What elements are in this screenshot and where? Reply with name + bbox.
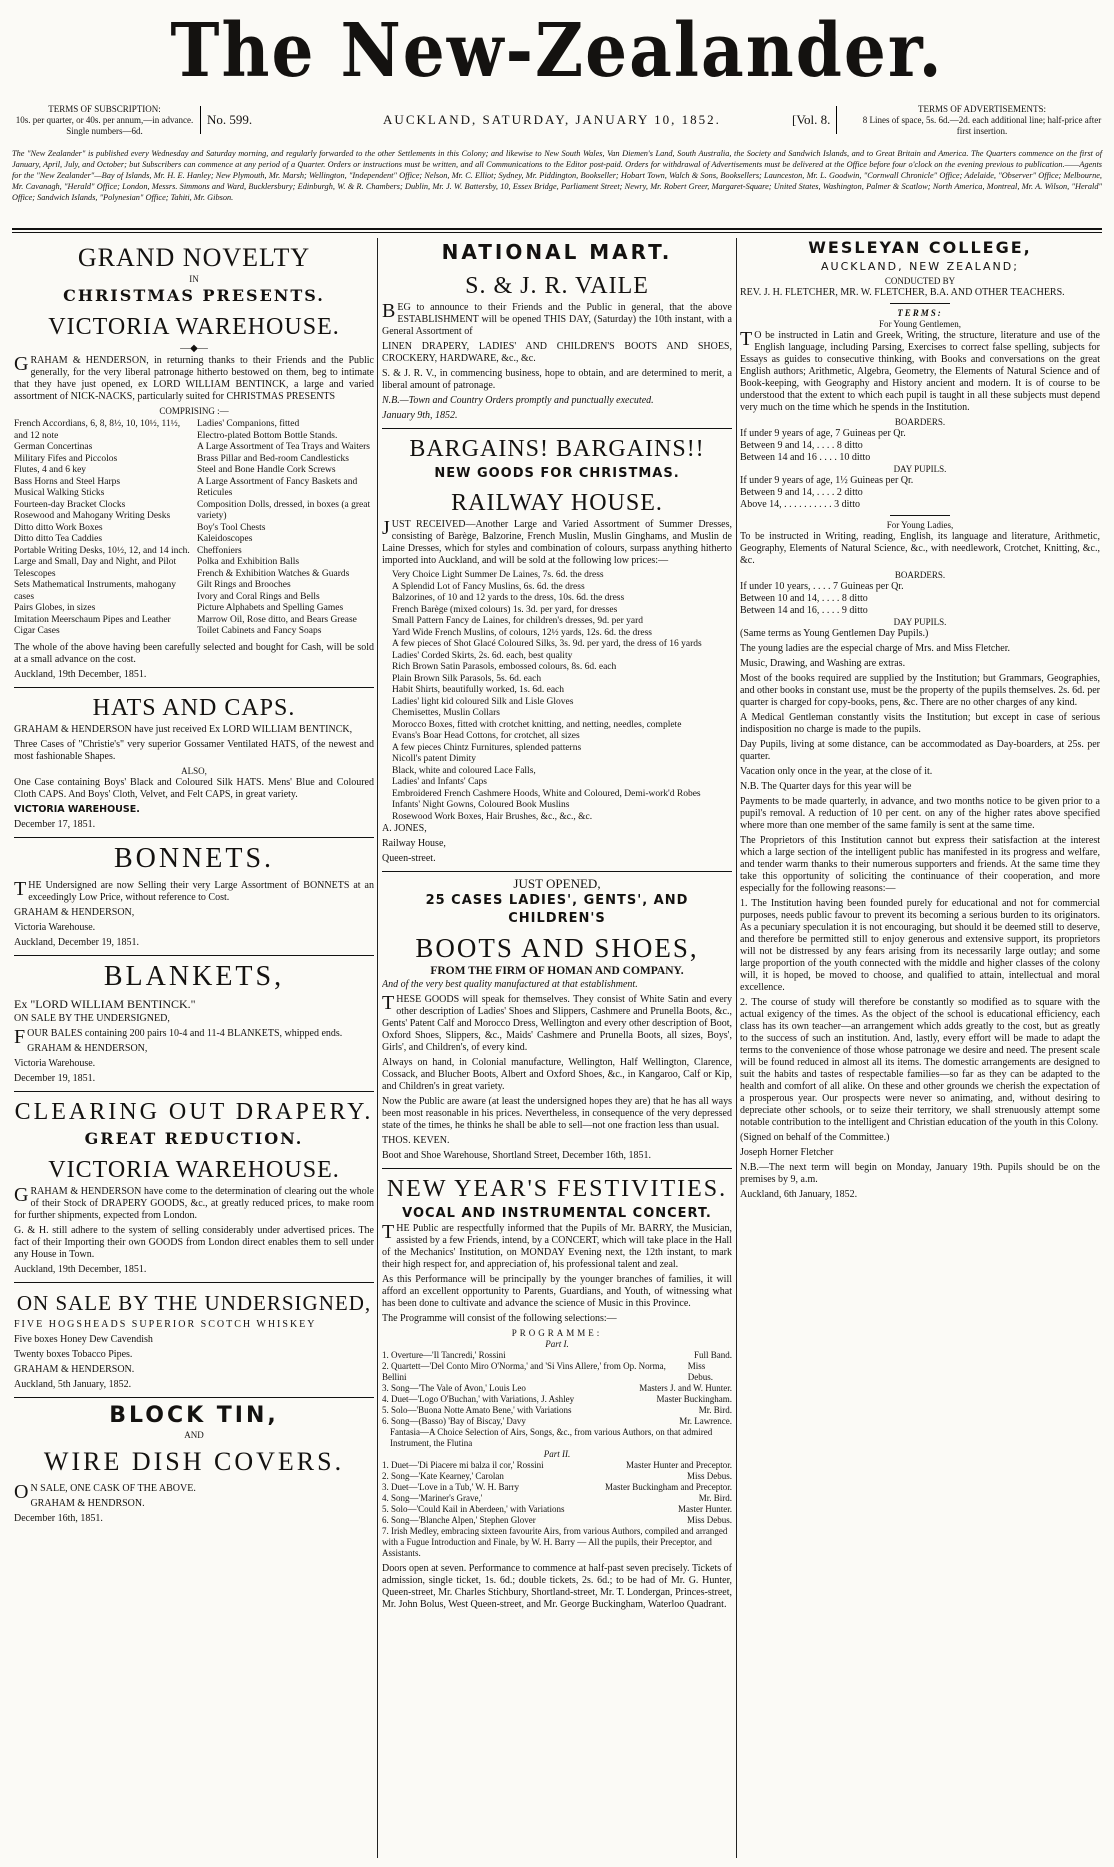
ad-heading: GRAND NOVELTY <box>77 243 311 272</box>
list-item: Portable Writing Desks, 10½, 12, and 14 inch. <box>14 545 190 556</box>
list-item: Morocco Boxes, fitted with crotchet knitting, and netting, needles, complete <box>392 719 682 730</box>
ad-body: G. & H. still adhere to the system of selling considerably under advertised prices. The fact of their Importing their own GOODS from London direct enables them to sell under any House in Town. <box>14 1224 374 1260</box>
ad-heading: BONNETS. <box>113 842 275 874</box>
list-item: Rosewood and Mahogany Writing Desks <box>14 511 171 521</box>
ad-separator <box>382 871 732 872</box>
ad-subheading: BOARDERS. <box>894 417 946 427</box>
list-item: Evans's Boar Head Cottons, for crotchet, all sizes <box>392 731 580 741</box>
programme-piece: 3. Duet—'Love in a Tub,' W. H. Barry <box>382 1482 519 1492</box>
ad-body: The young ladies are the especial charge of Mrs. and Miss Fletcher. <box>740 643 1011 654</box>
programme-performer: Miss Debus. <box>686 1515 732 1525</box>
ad-subheading: CONDUCTED BY <box>884 276 956 286</box>
ad-separator <box>382 428 732 429</box>
ad-heading: BARGAINS! BARGAINS!! <box>409 436 705 462</box>
fee-row: If under 10 years, . . . . 7 Guineas per Qr. <box>740 581 904 592</box>
ad-body: Always on hand, in Colonial manufacture, Wellington, Half Wellington, Clarence, Cossack, and Blucher Boots, Albert and Oxford Shoes, &c., in Kangaroo, Calf or Kip, and Children's in great variety. <box>382 1057 732 1092</box>
masthead <box>0 0 1114 100</box>
ad-heading: WESLEYAN COLLEGE, <box>808 238 1032 257</box>
ad-subheading: For Young Gentlemen, <box>878 319 961 329</box>
ad-body: The whole of the above having been carefully selected and bought for Cash, will be sold at a small advance on the cost. <box>14 641 374 665</box>
ad-heading-block: BLOCK TIN, <box>109 1402 279 1428</box>
ad-body: Now the Public are aware (at least the undersigned hopes they are) that he has all ways been most reasonable in his prices. Nevertheless, in consequence of the very depressed state of the times, he thinks he shall be able to sell—not one fraction less than usual. <box>382 1096 732 1131</box>
ad-body: ON SALE, ONE CASK OF THE ABOVE. <box>14 1480 196 1503</box>
newspaper-title: The New-Zealander. <box>170 6 944 94</box>
programme-row: 7. Irish Medley, embracing sixteen favourite Airs, from various Authors, compiled and arranged with a Fugue Introduction and Finale, by W. H. Barry — All the pupils, their Preceptor, and Assistants. <box>382 1526 728 1558</box>
ad-body: BEG to announce to their Friends and the Public in general, that the above ESTABLISHMENT will be opened THIS DAY, (Saturday) the 10th instant, with a General Assortment of <box>382 300 732 337</box>
ad-body: S. & J. R. V., in commencing business, hope to obtain, and are determined to merit, a liberal amount of patronage. <box>382 368 732 391</box>
ad-heading: CLEARING OUT DRAPERY. <box>14 1098 374 1125</box>
list-item: French Barège (mixed colours) 1s. 3d. per yard, for dresses <box>392 604 618 615</box>
list-item: Steel and Bone Handle Cork Screws <box>197 465 336 475</box>
list-item: Small Pattern Fancy de Laines, for children's dresses, 9d. per yard <box>392 616 644 626</box>
programme-row <box>382 1350 732 1361</box>
ad-heading-caps: VOCAL AND INSTRUMENTAL CONCERT. <box>402 1206 712 1221</box>
list-item: Kaleidoscopes <box>197 534 253 544</box>
subscription-terms-body: 10s. per quarter, or 40s. per annum,—in advance. Single numbers—6d. <box>15 115 194 136</box>
list-item: Composition Dolls, dressed, in boxes (a great variety) <box>197 499 371 521</box>
list-item: Nicoll's patent Dimity <box>392 754 477 764</box>
ad-heading: NEW YEAR'S FESTIVITIES. <box>386 1176 728 1202</box>
column-middle <box>382 238 732 1858</box>
ad-separator <box>14 837 374 838</box>
programme-piece: 7. Irish Medley, embracing sixteen favourite Airs, from various Authors, compiled and arranged with a Fugue Introduction and Finale, by W. H. Barry <box>382 1526 728 1547</box>
programme-performer: Mr. Bird. <box>698 1405 732 1415</box>
list-item: Embroidered French Cashmere Hoods, White and Coloured, Demi-work'd Robes <box>392 788 701 799</box>
list-item: Infants' Night Gowns, Coloured Book Muslins <box>392 800 570 810</box>
programme-row <box>382 1471 732 1482</box>
ad-signature: Railway House, <box>382 838 446 849</box>
ad-body: FIVE HOGSHEADS SUPERIOR SCOTCH WHISKEY <box>14 1318 317 1330</box>
list-item: German Concertinas <box>14 442 93 452</box>
list-item: Ladies' Corded Skirts, 2s. 6d. each, best quality <box>392 650 573 661</box>
ad-separator <box>14 1397 374 1398</box>
list-item: Boy's Tool Chests <box>197 522 266 533</box>
ad-signature: THOS. KEVEN. <box>382 1135 450 1146</box>
ad-signature: GRAHAM & HENDERSON, <box>27 1042 148 1054</box>
programme-list <box>382 1460 732 1559</box>
ad-heading: BLANKETS, <box>103 960 285 992</box>
fee-row: Between 9 and 14, . . . . 8 ditto <box>740 440 863 451</box>
ad-body: Day Pupils, living at some distance, can be accommodated as Day-boarders, at 25s. per quarter. <box>740 739 1100 762</box>
list-item: Imitation Meerschaum Pipes and Leather Cigar Cases <box>14 614 171 636</box>
programme-part: Part I. <box>545 1339 569 1349</box>
fee-row: Above 14, . . . . . . . . . . 3 ditto <box>740 499 860 510</box>
ad-subheading: ON SALE BY THE UNDERSIGNED, <box>14 1012 170 1024</box>
list-item: Cheffoniers <box>197 545 242 556</box>
list-item: Polka and Exhibition Balls <box>197 557 300 567</box>
programme-row <box>382 1405 732 1416</box>
ad-date: December 17, 1851. <box>14 818 96 830</box>
list-item: A few pieces of Shot Glacé Coloured Silks, 3s. 9d. per yard, the dress of 16 yards <box>392 639 702 649</box>
ad-date: Auckland, 6th January, 1852. <box>740 1189 858 1200</box>
programme-row <box>382 1416 732 1427</box>
list-item: A few pieces Chintz Furnitures, splended patterns <box>392 742 582 753</box>
ad-subheading: JUST OPENED, <box>513 876 601 891</box>
header-rule <box>12 228 1102 230</box>
programme-performer: Miss Debus. <box>687 1361 713 1382</box>
ad-body: Vacation only once in the year, at the close of it. <box>740 766 933 777</box>
programme-piece: 5. Solo—'Could Kail in Aberdeen,' with Variations <box>382 1504 565 1514</box>
ad-body: Music, Drawing, and Washing are extras. <box>740 658 906 669</box>
list-item: Brass Pillar and Bed-room Candlesticks <box>197 453 349 464</box>
programme-piece: 4. Song—'Mariner's Grave,' <box>382 1493 483 1503</box>
ad-signature: VICTORIA WAREHOUSE. <box>14 803 140 815</box>
subscription-terms-heading: TERMS OF SUBSCRIPTION: <box>48 104 161 114</box>
ad-heading-gothic: CHRISTMAS PRESENTS. <box>63 286 325 305</box>
ad-subheading: TERMS: <box>897 308 943 318</box>
programme-heading: PROGRAMME: <box>511 1328 603 1338</box>
ad-body: THE Public are respectfully informed that the Pupils of Mr. BARRY, the Musician, assisted by a few Friends, intend, by a CONCERT, which will take place in the Hall of the Mechanics' Institution, on MONDAY Evening next, the 12th instant, to mark their high respect for, and appreciation of, his professional talent and zeal. <box>382 1221 732 1270</box>
ad-body: 2. The course of study will therefore be constantly so modified as to square with the actual exigency of the times. As the object of the school is educational efficiency, each class has its own teacher—an arrangement which adds greatly to the cost, but as greatly to the success of such an institution. And, lastly, every effort will be made to adapt the terms to the convenience of those whose patronage we desire and need. The present scale will be found reduced in almost all its items. The domestic arrangements are designed to suit the habits and tastes of respectable families—so far as they can be adapted to the health and comfort of all alike. On these and other grounds we cherish the expectation of a prosperous year. Our prospects were never so animating, and, without desiring to depreciate other schools, or to seize their territory, we shall strenuously attempt some notable contribution to the intelligent and Christian education of the youth in this Colony. <box>740 997 1100 1128</box>
list-item: Picture Alphabets and Spelling Games <box>197 603 344 613</box>
volume-number: [Vol. 8. <box>792 106 837 134</box>
ad-body: 1. The Institution having been founded purely for educational and not for commercial purposes, needs public favour to prevent its becoming a serious burden to its originators. As a pecuniary speculation it is not encouraging, but should it be deemed still to deserve, and therefore be permitted still to enjoy generous and extensive support, its proprietors will not be distressed by any fears arising from its necessarily large outlay; and some large proportion of the youth connected with the middle and higher classes of the colony will, it is hoped, be moved to choose, and qualified to attain, intellectual and moral excellence. <box>740 898 1100 993</box>
ad-body: LINEN DRAPERY, LADIES' AND CHILDREN'S BOOTS AND SHOES, CROCKERY, HARDWARE, &c., &c. <box>382 341 732 364</box>
ad-subheading: COMPRISING :— <box>159 406 229 416</box>
ad-signature: GRAHAM & HENDERSON, <box>14 906 135 918</box>
programme-performer: Mr. Bird. <box>698 1493 732 1503</box>
list-item: Ditto ditto Work Boxes <box>14 522 103 533</box>
ad-body: Twenty boxes Tobacco Pipes. <box>14 1348 133 1360</box>
ad-separator <box>14 1282 374 1283</box>
list-item: A Splendid Lot of Fancy Muslins, 6s. 6d. the dress <box>392 581 585 592</box>
list-item: Ladies' and Infants' Caps <box>392 777 487 787</box>
ad-heading: S. & J. R. VAILE <box>465 273 649 299</box>
ad-date: Auckland, 19th December, 1851. <box>14 668 147 680</box>
list-item: Military Fifes and Piccolos <box>14 453 118 464</box>
ad-subheading: And of the very best quality manufactured at that establishment. <box>382 979 638 990</box>
list-item: Marrow Oil, Rose ditto, and Bears Grease <box>197 614 357 625</box>
fee-row: Between 10 and 14, . . . . 8 ditto <box>740 593 868 604</box>
item-list-left <box>14 419 191 638</box>
fee-table <box>740 475 1100 511</box>
ad-body: GRAHAM & HENDERSON have just received Ex LORD WILLIAM BENTINCK, <box>14 723 353 735</box>
list-item: Flutes, 4 and 6 key <box>14 465 87 475</box>
list-item: Gilt Rings and Brooches <box>197 580 291 590</box>
ad-body: One Case containing Boys' Black and Coloured Silk HATS. Mens' Blue and Coloured Cloth CAPS. And Boys' Cloth, Velvet, and Felt CAPS, in great variety. <box>14 776 374 800</box>
ornament: —◆— <box>180 343 208 354</box>
programme-part: Part II. <box>543 1449 571 1459</box>
programme-performer: Master Buckingham. <box>656 1394 732 1404</box>
list-item: Electro-plated Bottom Bottle Stands. <box>197 430 338 441</box>
ad-signature: Victoria Warehouse. <box>14 1057 96 1069</box>
list-item: Musical Walking Sticks <box>14 488 105 498</box>
ad-signature: Victoria Warehouse. <box>14 921 96 933</box>
item-list-right <box>197 419 374 638</box>
programme-row <box>382 1394 732 1405</box>
fee-table <box>740 581 1100 617</box>
ad-signature: Joseph Horner Fletcher <box>740 1147 834 1158</box>
ad-body: Doors open at seven. Performance to commence at half-past seven precisely. Tickets of admission, single ticket, 1s. 6d.; double tickets, 2s. 6d.; to be had of Mr. G. Hunter, Queen-street, Mr. Charles Stichbury, Shortland-street, Mr. T. Londergan, Princes-street, Mr. John Bolus, West Queen-street, and Mr. George Buckingham, Waterloo Quadrant. <box>382 1563 732 1610</box>
list-item: Habit Shirts, beautifully worked, 1s. 6d. each <box>392 685 565 695</box>
programme-performer: Masters J. and W. Hunter. <box>639 1383 732 1393</box>
list-item: Large and Small, Day and Night, and Pilot Telescopes <box>14 557 177 579</box>
ad-subheading: ALSO, <box>181 765 207 776</box>
ad-separator <box>14 687 374 688</box>
publication-notice: The "New Zealander" is published every Wednesday and Saturday morning, and regularly forwarded to the other Settlements in this Colony; and likewise to New South Wales, Van Diemen's Land, South Australia, the Society and Sandwich Islands, and to Great Britain and America. The Quarters commence on the first of January, April, July, and October; but Subscribers can commence at any period of a Quarter. Orders or instructions must be written, and all Communications to the Editor post-paid. Orders for withdrawal of Advertisements must be delivered at the Office before four o'clock on the evening previous to publication.——Agents for the "New Zealander"—Bay of Islands, Mr. H. E. Hanley; New Plymouth, Mr. Marsh; Wellington, "Independent" Office; Nelson, Mr. C. Elliot; Sydney, Mr. Piddington, Bookseller; Hobart Town, Walch & Sons, Booksellers; Launceston, Mr. L. Goodwin, "Cornwall Chronicle" Office; Adelaide, "Observer" Office; Melbourne, Mr. Cavanagh, "Herald" Office; London, Messrs. Simmons and Ward, Bucklersbury; Edinburgh, W. & R. Chambers; Dublin, Mr. J. W. Battersby, 10, Essex Bridge, Parliament Street; Newry, Mr. Robert Greer, Margaret-Square; United States, Washington, Palmer & Scatlow; North America, Montreal, Mr. A. Wilson, "Herald" Office; Sandwich Islands, "Polynesian" Office; Tahiti, Mr. Gibson. <box>12 149 1102 202</box>
ad-body: As this Performance will be principally by the younger branches of families, it will afford an excellent opportunity to Parents, Guardians, and Youth, of witnessing what has been done to cultivate and advance the science of Music in this Province. <box>382 1274 732 1309</box>
programme-row <box>382 1504 732 1515</box>
list-item: French & Exhibition Watches & Guards <box>197 568 350 579</box>
ad-heading-caps: 25 CASES LADIES', GENTS', AND CHILDREN'S <box>425 893 689 926</box>
programme-row <box>382 1460 732 1471</box>
ad-body: Most of the books required are supplied by the Institution; but Grammars, Geographies, and other books in constant use, must be the property of the pupils themselves. 2s. 6d. per quarter is charged for copy-books, pens, &c. There are no other charges of any kind. <box>740 673 1100 708</box>
ad-body: Three Cases of "Christie's" very superior Gossamer Ventilated HATS, of the newest and most fashionable Shapes. <box>14 738 374 762</box>
fee-row: If under 9 years of age, 1½ Guineas per Qr. <box>740 475 914 486</box>
fee-table <box>740 428 1100 464</box>
ad-separator <box>14 955 374 956</box>
ad-subheading: AUCKLAND, NEW ZEALAND; <box>821 260 1019 273</box>
ad-separator <box>382 1168 732 1169</box>
ad-heading: BOOTS AND SHOES, <box>415 933 699 963</box>
ad-subheading: FROM THE FIRM OF HOMAN AND COMPANY. <box>430 965 684 977</box>
ad-heading: RAILWAY HOUSE. <box>451 490 663 516</box>
list-item: Fourteen-day Bracket Clocks <box>14 499 126 510</box>
programme-piece: 1. Overture—'Il Tancredi,' Rossini <box>382 1350 506 1360</box>
list-item: Ditto ditto Tea Caddies <box>14 534 103 544</box>
advertisement-terms <box>862 104 1102 137</box>
list-item: Very Choice Light Summer De Laines, 7s. 6d. the dress <box>392 570 604 580</box>
ad-body: THESE GOODS will speak for themselves. They consist of White Satin and every other description of Ladies' Shoes and Slippers, Cashmere and Prunella Boots, &c., Gents' Patent Calf and Morocco Dress, Wellington and every other description of Boot, Oxford Shoes, Slippers, &c., Maids' Cashmere and Prunella Boots, all sizes, Boys', Girls', and Children's, of every kind. <box>382 992 732 1053</box>
programme-list <box>382 1350 732 1449</box>
ad-heading: HATS AND CAPS. <box>92 694 296 721</box>
ad-signature: A. JONES, <box>382 823 427 834</box>
programme-performer: Full Band. <box>693 1350 732 1360</box>
ad-body: To be instructed in Writing, reading, English, its language and literature, Arithmetic, Geography, Elements of Natural Science, &c., with needlework, Crotchet, Knitting, &c., &c. <box>740 531 1100 566</box>
ad-body: The Programme will consist of the following selections:— <box>382 1313 617 1324</box>
ornament <box>890 303 950 304</box>
ad-heading-caps: NEW GOODS FOR CHRISTMAS. <box>434 466 680 481</box>
programme-performer: Miss Debus. <box>686 1471 732 1481</box>
ad-subheading: AND <box>184 1429 204 1440</box>
list-item: Ladies' Companions, fitted <box>197 419 300 429</box>
ad-subheading: BOARDERS. <box>894 570 946 580</box>
ad-body: The Proprietors of this Institution cannot but express their satisfaction at the interest which a large section of the intelligent public has manifested in its progress and welfare, and tender warm thanks to their numerous supporters and friends. At the same time they take this opportunity of soliciting the continuance of their cooperation, and more especially for the following reasons:— <box>740 835 1100 894</box>
ad-body: N.B.—The next term will begin on Monday, January 19th. Pupils should be on the premises by 9, a.m. <box>740 1162 1100 1185</box>
ad-body: THE Undersigned are now Selling their very Large Assortment of BONNETS at an exceedingly Low Price, without reference to Cost. <box>14 877 374 903</box>
ad-body: A Medical Gentleman constantly visits the Institution; but except in case of serious indisposition no charge is made to the pupils. <box>740 712 1100 735</box>
list-item: Bass Horns and Steel Harps <box>14 476 121 487</box>
programme-row <box>382 1515 732 1526</box>
programme-row <box>382 1361 732 1383</box>
ad-body: Five boxes Honey Dew Cavendish <box>14 1333 153 1345</box>
ad-signature: GRAHAM & HENDRSON. <box>30 1497 145 1509</box>
programme-piece: 6. Song—(Basso) 'Bay of Biscay,' Davy <box>382 1416 526 1426</box>
header-rule-thin <box>12 232 1102 233</box>
ad-heading: ON SALE BY THE UNDERSIGNED, <box>16 1290 372 1315</box>
list-item: Sets Mathematical Instruments, mahogany cases <box>14 580 176 602</box>
item-list <box>14 419 374 638</box>
programme-row <box>382 1482 732 1493</box>
ad-subheading: For Young Ladies, <box>886 520 954 530</box>
ad-body: TO be instructed in Latin and Greek, Writing, the structure, literature and use of the English language, including Parsing, Exercises to correct false spelling, subjects for Essays as guides to consecutive thinking, with Books and conversations on the great English authors; Arithmetic, Algebra, Geometry, the Elements of Natural Science and of Book-keeping, with Geography and History ancient and modern. It is of course to be understood that the extent to which each pupil is taught in all these subjects must depend very much on the time which he spends in the Institution. <box>740 328 1100 413</box>
ad-body: GRAHAM & HENDERSON have come to the determination of clearing out the whole of their Stock of DRAPERY GOODS, &c., at greatly reduced prices, to make room for further shipments, expected from London. <box>14 1183 374 1221</box>
ornament <box>890 515 950 516</box>
list-item: Yard Wide French Muslins, of colours, 12½ yards, 12s. 6d. the dress <box>392 627 652 638</box>
ad-signature: Queen-street. <box>382 853 436 864</box>
programme-piece: 6. Song—'Blanche Alpen,' Stephen Glover <box>382 1515 536 1525</box>
list-item: Pairs Globes, in sizes <box>14 603 96 613</box>
programme-piece: 4. Duet—'Logo O'Buchan,' with Variations, J. Ashley <box>382 1394 575 1404</box>
ad-heading: VICTORIA WAREHOUSE. <box>48 1156 340 1183</box>
ad-address: Boot and Shoe Warehouse, Shortland Street, December 16th, 1851. <box>382 1150 651 1161</box>
column-divider <box>736 238 737 1858</box>
column-right <box>740 238 1100 1858</box>
programme-performer: Master Buckingham and Preceptor. <box>605 1482 732 1492</box>
ad-body: FOUR BALES containing 200 pairs 10-4 and 11-4 BLANKETS, whipped ends. <box>14 1025 343 1048</box>
programme-piece: 3. Song—'The Vale of Avon,' Louis Leo <box>382 1383 526 1393</box>
subscription-terms <box>12 104 197 137</box>
list-item: Black, white and coloured Lace Falls, <box>392 765 536 776</box>
ad-note: N.B.—Town and Country Orders promptly and punctually executed. <box>382 395 654 406</box>
ad-subheading: DAY PUPILS. <box>893 464 947 474</box>
advertisement-terms-heading: TERMS OF ADVERTISEMENTS: <box>918 104 1046 114</box>
list-item: Rich Brown Satin Parasols, embossed colours, 8s. 6d. each <box>392 662 617 672</box>
list-item: Ivory and Coral Rings and Bells <box>197 591 320 602</box>
ad-subheading: IN <box>189 274 199 284</box>
programme-piece: 1. Duet—'Di Piacere mi balza il cor,' Rossini <box>382 1460 544 1470</box>
fee-row: Between 9 and 14, . . . . 2 ditto <box>740 487 863 498</box>
ad-heading-block: NATIONAL MART. <box>441 240 673 264</box>
ad-body: GRAHAM & HENDERSON, in returning thanks to their Friends and the Public generally, for the very liberal patronage hitherto bestowed on them, beg to intimate that they have just opened, ex LORD WILLIAM BENTINCK, a large and varied assortment of NICK-NACKS, particularly suited for CHRISTMAS PRESENTS <box>14 353 374 402</box>
item-list <box>382 570 732 823</box>
ad-heading: WIRE DISH COVERS. <box>43 1446 345 1476</box>
programme-performer: Mr. Lawrence. <box>679 1416 732 1426</box>
ad-body: (Signed on behalf of the Committee.) <box>740 1132 890 1143</box>
fee-row: Between 14 and 16 . . . . 10 ditto <box>740 452 871 463</box>
advertisement-terms-body: 8 Lines of space, 5s. 6d.—2d. each additional line; half-price after first insertion. <box>862 115 1102 136</box>
ad-date: December 16th, 1851. <box>14 1512 103 1524</box>
column-divider <box>377 238 378 1858</box>
fee-row: Between 14 and 16, . . . . 9 ditto <box>740 605 868 616</box>
ad-subheading: Ex "LORD WILLIAM BENTINCK." <box>14 996 196 1011</box>
programme-piece: 5. Solo—'Buona Notte Amato Bene,' with Variations <box>382 1405 572 1415</box>
ad-date: Auckland, December 19, 1851. <box>14 936 139 948</box>
ad-date: December 19, 1851. <box>14 1072 96 1084</box>
programme-row <box>382 1493 732 1504</box>
ad-signature: GRAHAM & HENDERSON. <box>14 1363 135 1375</box>
fee-row: If under 9 years of age, 7 Guineas per Qr. <box>740 428 906 439</box>
list-item: Rosewood Work Boxes, Hair Brushes, &c., &c., &c. <box>392 811 593 822</box>
issue-number: No. 599. <box>200 106 252 134</box>
ad-body: N.B. The Quarter days for this year will be <box>740 781 912 792</box>
ad-body: JUST RECEIVED—Another Large and Varied Assortment of Summer Dresses, consisting of Barège, Balzorine, French Muslin, Muslin Ginghams, and Muslin de Laine Dresses, which for styles and combination of colours, surpass anything hitherto imported into Auckland, and will be sold at the following low prices:— <box>382 517 732 566</box>
ad-subheading: DAY PUPILS. <box>893 617 947 627</box>
list-item: A Large Assortment of Tea Trays and Waiters <box>197 442 370 452</box>
ad-date: Auckland, 5th January, 1852. <box>14 1378 132 1390</box>
list-item: Balzorines, of 10 and 12 yards to the dress, 10s. 6d. the dress <box>392 593 625 603</box>
programme-piece: 2. Quartett—'Del Conto Miro O'Norma,' and 'Si Vins Allere,' from Op. Norma, Bellini <box>382 1361 666 1382</box>
programme-performer: Master Hunter and Preceptor. <box>626 1460 732 1470</box>
list-item: Ladies' light kid coloured Silk and Lisle Gloves <box>392 696 574 707</box>
ad-separator <box>14 1091 374 1092</box>
dateline: AUCKLAND, SATURDAY, JANUARY 10, 1852. <box>383 112 721 127</box>
programme-fantasia: Fantasia—A Choice Selection of Airs, Songs, &c., from various Authors, on that admired Instrument, the Flutina <box>390 1427 713 1448</box>
programme-performer: Master Hunter. <box>678 1504 732 1514</box>
ad-date: January 9th, 1852. <box>382 410 458 421</box>
ad-heading-gothic: GREAT REDUCTION. <box>84 1128 304 1148</box>
list-item: French Accordians, 6, 8, 8½, 10, 10½, 11½, and 12 note <box>14 419 181 441</box>
ad-subheading: REV. J. H. FLETCHER, MR. W. FLETCHER, B.A. AND OTHER TEACHERS. <box>740 287 1065 298</box>
programme-row <box>382 1383 732 1394</box>
ad-date: Auckland, 19th December, 1851. <box>14 1263 147 1275</box>
programme-piece: 2. Song—'Kate Kearney,' Carolan <box>382 1471 504 1481</box>
ad-body: (Same terms as Young Gentlemen Day Pupils.) <box>740 628 929 639</box>
list-item: Plain Brown Silk Parasols, 5s. 6d. each <box>392 673 542 684</box>
list-item: Toilet Cabinets and Fancy Soaps <box>197 626 322 636</box>
list-item: A Large Assortment of Fancy Baskets and Reticules <box>197 476 358 498</box>
ad-body: Payments to be made quarterly, in advance, and two months notice to be given prior to a pupil's removal. A reduction of 10 per cent. on any of the higher rates above specified where more than one member of the same family is sent at the same time. <box>740 796 1100 831</box>
column-left <box>14 238 374 1858</box>
issue-info-bar <box>12 102 1102 138</box>
ad-heading: VICTORIA WAREHOUSE. <box>48 314 340 340</box>
list-item: Chemisettes, Muslin Collars <box>392 708 500 718</box>
programme-performer: All the pupils, their Preceptor, and Assistants. <box>382 1537 712 1558</box>
